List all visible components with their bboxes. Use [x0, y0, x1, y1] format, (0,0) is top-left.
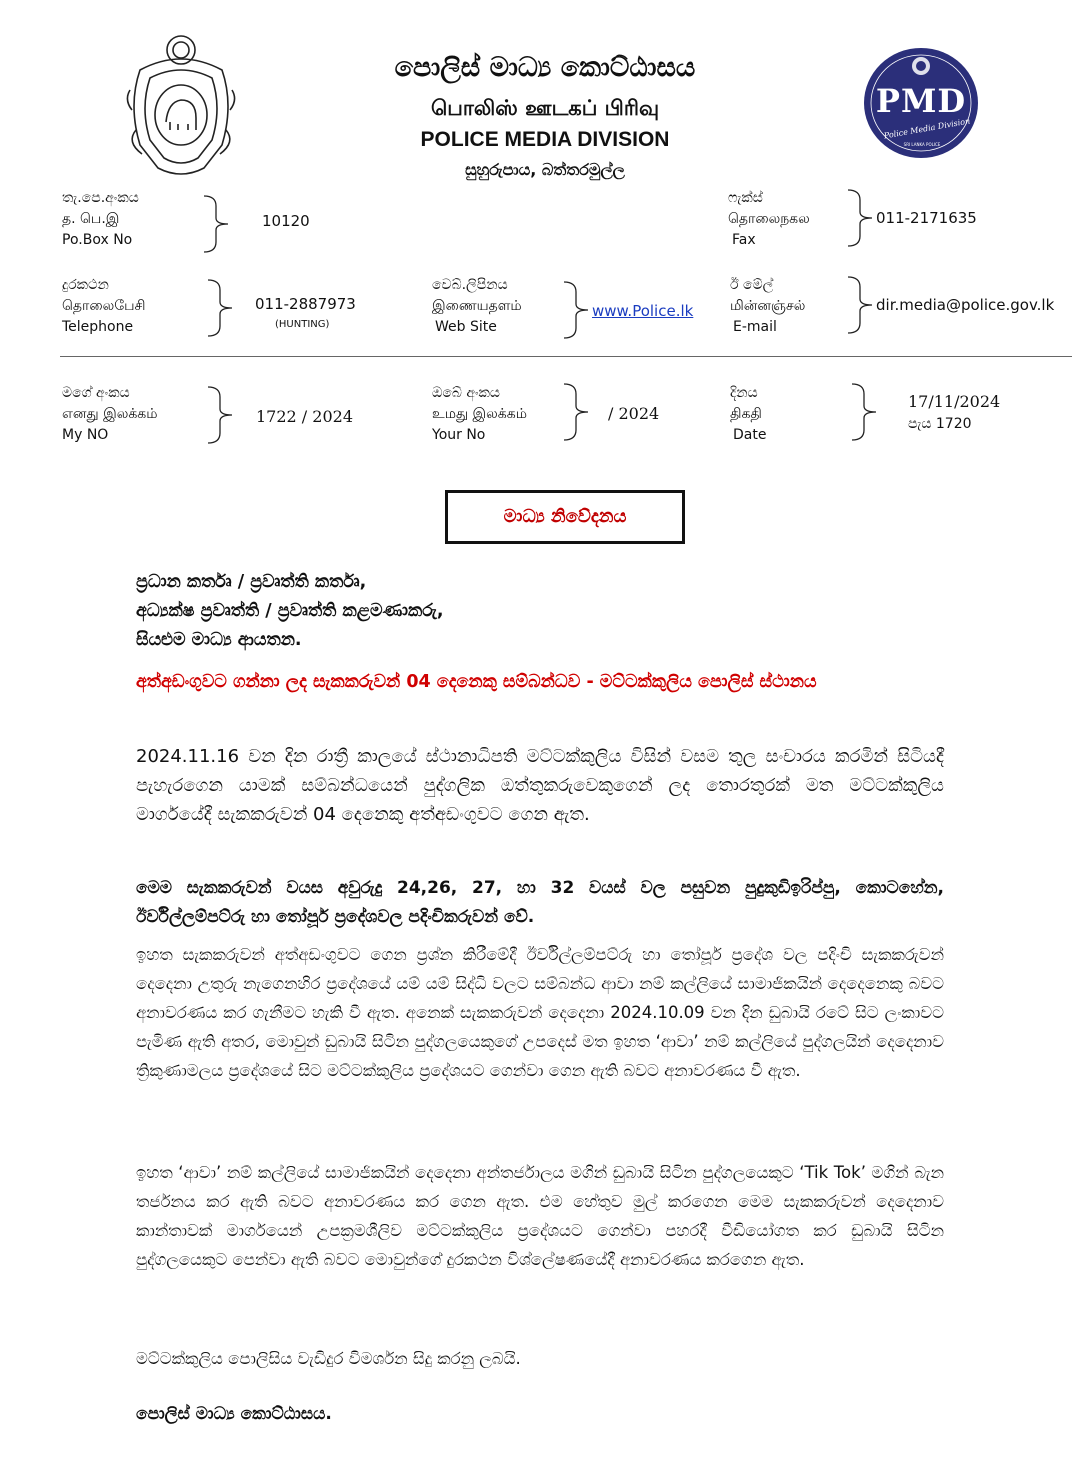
- pmd-logo: [862, 46, 980, 160]
- brace-icon: [846, 188, 876, 248]
- brace-icon: [562, 382, 592, 442]
- date-time: පැය 1720: [908, 416, 972, 432]
- addressee-line: අධ්‍යක්ෂ ප්‍රවෘත්ති / ප්‍රවෘත්ති කළමණාකරු,: [136, 601, 444, 621]
- addressee-line: සියළුම මාධ්‍ය ආයතන.: [136, 630, 302, 650]
- paragraph-3: ඉහත සැකකරුවන් අත්අඩංගුවට ගෙන ප්‍රශ්න කිරීමේදී ඊර්විල්ලම්පට්රු හා තෝපූර් ප්‍රදේශ වල පදිංචි සැකකරුවන් දෙදෙනා උතුරු නැගෙනහිර ප්‍රදේශයේ යම් යම් සිද්ධි වලට සම්බන්ධ ආවා නම් කල්ලියේ සාමාජිකයින් දෙදෙනෙකු බවට අනාවරණය කර ගැනීමට හැකි වී ඇත. අනෙක් සැකකරුවන් දෙදෙනා 2024.10.09 වන දින ඩුබායි රටේ සිට ලංකාවට පැමිණ ඇති අතර, මොවුන් ඩුබායි සිටින පුද්ගලයෙකුගේ උපදෙස් මත ඉහත ‘ආවා’ නම් කල්ලියේ පුද්ගලයින් දෙදෙනාව ත්‍රිකුණාමලය ප්‍රදේශයේ සිට මට්ටක්කුලිය ප්‍රදේශයට ගෙන්වා ගෙන ඇති බවට අනාවරණය වී ඇත.: [136, 945, 944, 1080]
- brace-icon: [562, 280, 592, 340]
- pmd-logo-text: PMD: [875, 82, 967, 120]
- fax-labels: ෆැක්ස් தொலைநகல Fax: [728, 190, 810, 248]
- telephone-labels: දුරකථන தொலைபேசி Telephone: [62, 277, 146, 335]
- pmd-logo-bottom-text: SRI LANKA POLICE: [903, 142, 941, 147]
- fax-value: 011-2171635: [876, 209, 977, 227]
- website-labels: වෙබ්.ලිපිනය இணையதளம் Web Site: [432, 277, 522, 335]
- location: සුහුරුපාය, බත්තරමුල්ල: [465, 160, 625, 179]
- addressee-block: [136, 568, 444, 655]
- notice-title: මාධ්‍ය නිවේදනය: [503, 506, 627, 527]
- title-english: POLICE MEDIA DIVISION: [420, 128, 670, 151]
- notice-title-box: [445, 490, 685, 544]
- brace-icon: [850, 382, 880, 442]
- police-crest-logo: [118, 30, 244, 180]
- pmd-logo-ring-text: Police Media Division: [883, 116, 971, 141]
- brace-icon: [846, 275, 876, 335]
- telephone-value: 011-2887973: [255, 295, 356, 313]
- telephone-note: (HUNTING): [275, 319, 330, 330]
- your-no-value: / 2024: [608, 404, 660, 423]
- title-sinhala: පොලිස් මාධ්‍ය කොට්ඨාසය: [394, 52, 696, 83]
- addressee-line: ප්‍රධාන කර්තෘ / ප්‍රවෘත්ති කර්තෘ,: [136, 572, 367, 592]
- brace-icon: [206, 278, 236, 338]
- your-no-labels: ඔබේ අංකය உமது இலக்கம் Your No: [432, 385, 527, 443]
- brace-icon: [206, 385, 236, 445]
- date-value: 17/11/2024: [908, 392, 1001, 411]
- my-no-labels: මගේ අංකය எனது இலக்கம் My NO: [62, 385, 158, 443]
- paragraph-4: ඉහත ‘ආවා’ නම් කල්ලියේ සාමාජිකයින් දෙදෙනා අන්තර්ජාලය මගින් ඩුබායි සිටින පුද්ගලයෙකුට ‘Tik Tok’ මගින් බැන තර්ජනය කර ඇති බවට අනාවරණය කර ගෙන ඇත. එම හේතුව මුල් කරගෙන මෙම සැකකරුවන් දෙදෙනාව කාන්තාවක් මාර්ගයෙන් උපක්‍රමශීලිව මට්ටක්කුලිය ප්‍රදේශයට ගෙන්වා පහරදී වීඩියෝගත කර ඩුබායි සිටින පුද්ගලයෙකුට පෙන්වා ඇති බවට මොවුන්ගේ දුරකථන විශ්ලේෂණයේදී අනාවරණය කරගෙන ඇත.: [136, 1163, 944, 1269]
- website-link[interactable]: www.Police.lk: [592, 302, 694, 320]
- title-tamil: பொலிஸ் ஊடகப் பிரிவு: [430, 96, 660, 120]
- pobox-labels: තැ.පෙ.අංකය த. பெ.இ Po.Box No: [62, 190, 139, 248]
- divider: [60, 356, 1072, 357]
- date-labels: දිනය திகதி Date: [730, 385, 767, 443]
- paragraph-2: මෙම සැකකරුවන් වයස අවුරුදු 24,26, 27, හා 32 වයස් වල පසුවන පුදුකුඩිඉරිප්පු, කොටහේන, ඊර්විල්ලම්පට්රු හා තෝපූර් ප්‍රදේශවල පදිංචිකරුවන් වේ.: [136, 878, 944, 927]
- paragraph-1: 2024.11.16 වන දින රාත්‍රී කාලයේ ස්ථානාධිපති මට්ටක්කුලිය විසින් වසම තුල සංචාරය කරමින් සිටියදී පැහැරගෙන යාමක් සම්බන්ධයෙන් පුද්ගලික ඔත්තුකරුවෙකුගෙන් ලද තොරතුරක් මත මට්ටක්කුලිය මාර්ගයේදී සැකකරුවන් 04 දෙනෙකු අත්අඩංගුවට ගෙන ඇත.: [136, 746, 944, 825]
- email-value: dir.media@police.gov.lk: [876, 296, 1055, 314]
- pobox-value: 10120: [262, 212, 310, 230]
- subject-line: අත්අඩංගුවට ගන්නා ලද සැකකරුවන් 04 දෙනෙකු සම්බන්ධව - මට්ටක්කුලිය පොලිස් ස්ථානය: [136, 672, 817, 692]
- paragraph-5: මට්ටක්කුලිය පොලිසිය වැඩිදුර විමර්ශන සිදු කරනු ලබයි.: [136, 1349, 521, 1368]
- brace-icon: [202, 194, 232, 254]
- email-labels: ඊ මේල් மின்னஞ்சல் E-mail: [730, 277, 806, 335]
- my-no-value: 1722 / 2024: [256, 407, 353, 426]
- signature: පොලිස් මාධ්‍ය කොට්ඨාසය.: [136, 1404, 332, 1424]
